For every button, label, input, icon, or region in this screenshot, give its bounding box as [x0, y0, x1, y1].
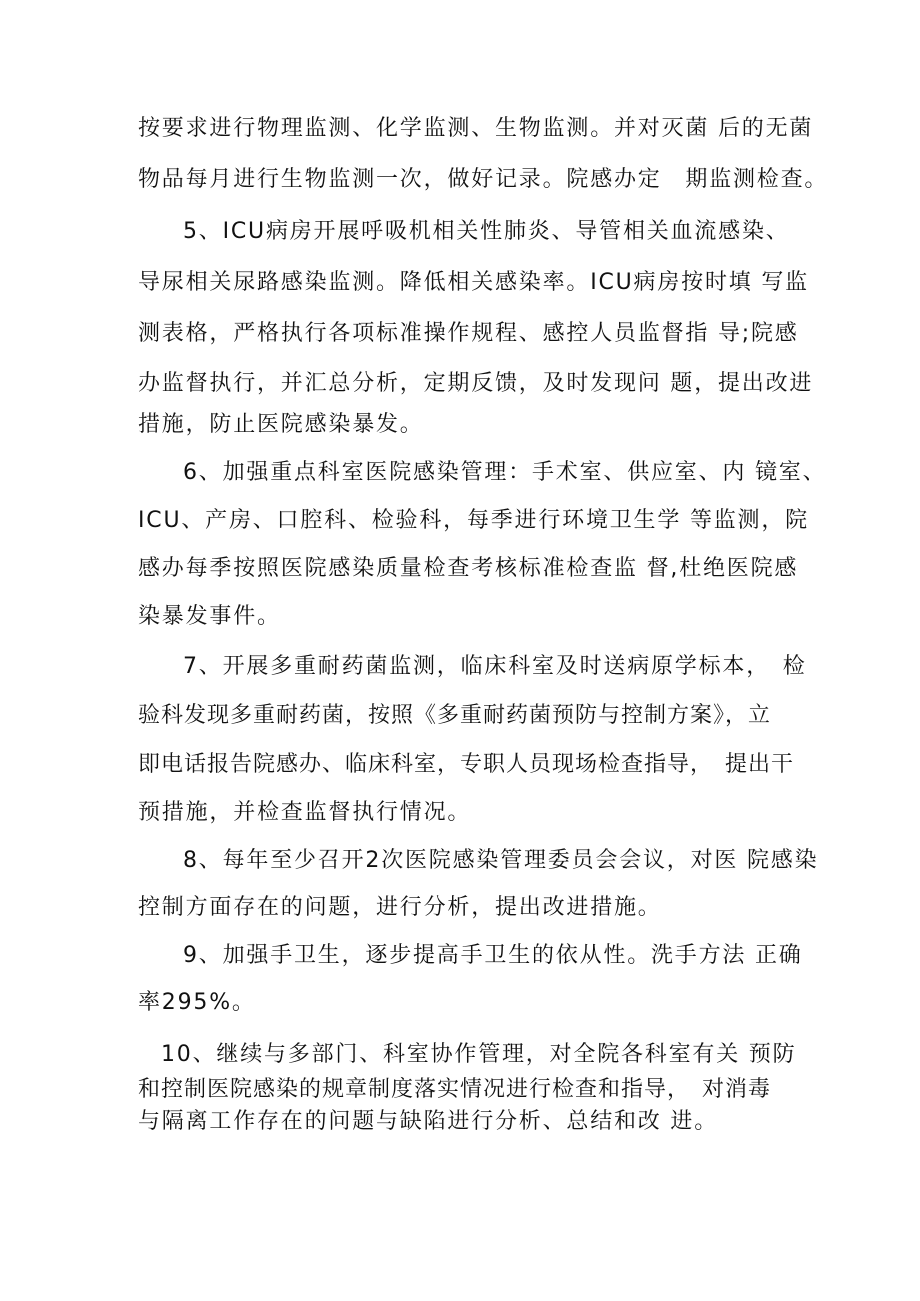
- text-line: 率295%。: [138, 990, 256, 1015]
- text-line: 感办每季按照医院感染质量检查考核标准检查监 督,杜绝医院感: [138, 556, 799, 581]
- text-line: 物品每月进行生物监测一次，做好记录。院感办定 期监测检查。: [138, 167, 829, 192]
- text-line: 预措施，并检查监督执行情况。: [138, 800, 472, 825]
- text-line: 导尿相关尿路感染监测。降低相关感染率。ICU病房按时填 写监: [138, 270, 809, 295]
- text-line: 和控制医院感染的规章制度落实情况进行检查和指导， 对消毒: [138, 1077, 772, 1102]
- text-line: 即电话报告院感办、临床科室，专职人员现场检查指导， 提出干: [138, 752, 795, 777]
- text-line: 染暴发事件。: [138, 604, 281, 629]
- text-line: ICU、产房、口腔科、检验科，每季进行环境卫生学 等监测，院: [138, 508, 809, 533]
- text-line: 与隔离工作存在的问题与缺陷进行分析、总结和改 进。: [138, 1109, 718, 1134]
- text-line: 7、开展多重耐药菌监测，临床科室及时送病原学标本， 检: [183, 654, 807, 679]
- text-line: 10、继续与多部门、科室协作管理，对全院各科室有关 预防: [161, 1042, 797, 1067]
- text-line: 9、加强手卫生，逐步提高手卫生的依从性。洗手方法 正确: [183, 943, 803, 968]
- text-line: 措施，防止医院感染暴发。: [138, 412, 424, 437]
- text-line: 6、加强重点科室医院感染管理：手术室、供应室、内 镜室、: [183, 460, 827, 485]
- text-line: 办监督执行，并汇总分析，定期反馈，及时发现问 题，提出改进: [138, 371, 814, 396]
- text-line: 验科发现多重耐药菌，按照《多重耐药菌预防与控制方案》，立: [138, 703, 772, 728]
- text-line: 8、每年至少召开2次医院感染管理委员会会议，对医 院感染: [183, 848, 819, 873]
- text-line: 控制方面存在的问题，进行分析，提出改进措施。: [138, 895, 662, 920]
- text-line: 测表格，严格执行各项标准操作规程、感控人员监督指 导;院感: [138, 321, 799, 346]
- text-line: 5、ICU病房开展呼吸机相关性肺炎、导管相关血流感染、: [183, 219, 790, 244]
- text-line: 按要求进行物理监测、化学监测、生物监测。并对灭菌 后的无菌: [138, 116, 814, 141]
